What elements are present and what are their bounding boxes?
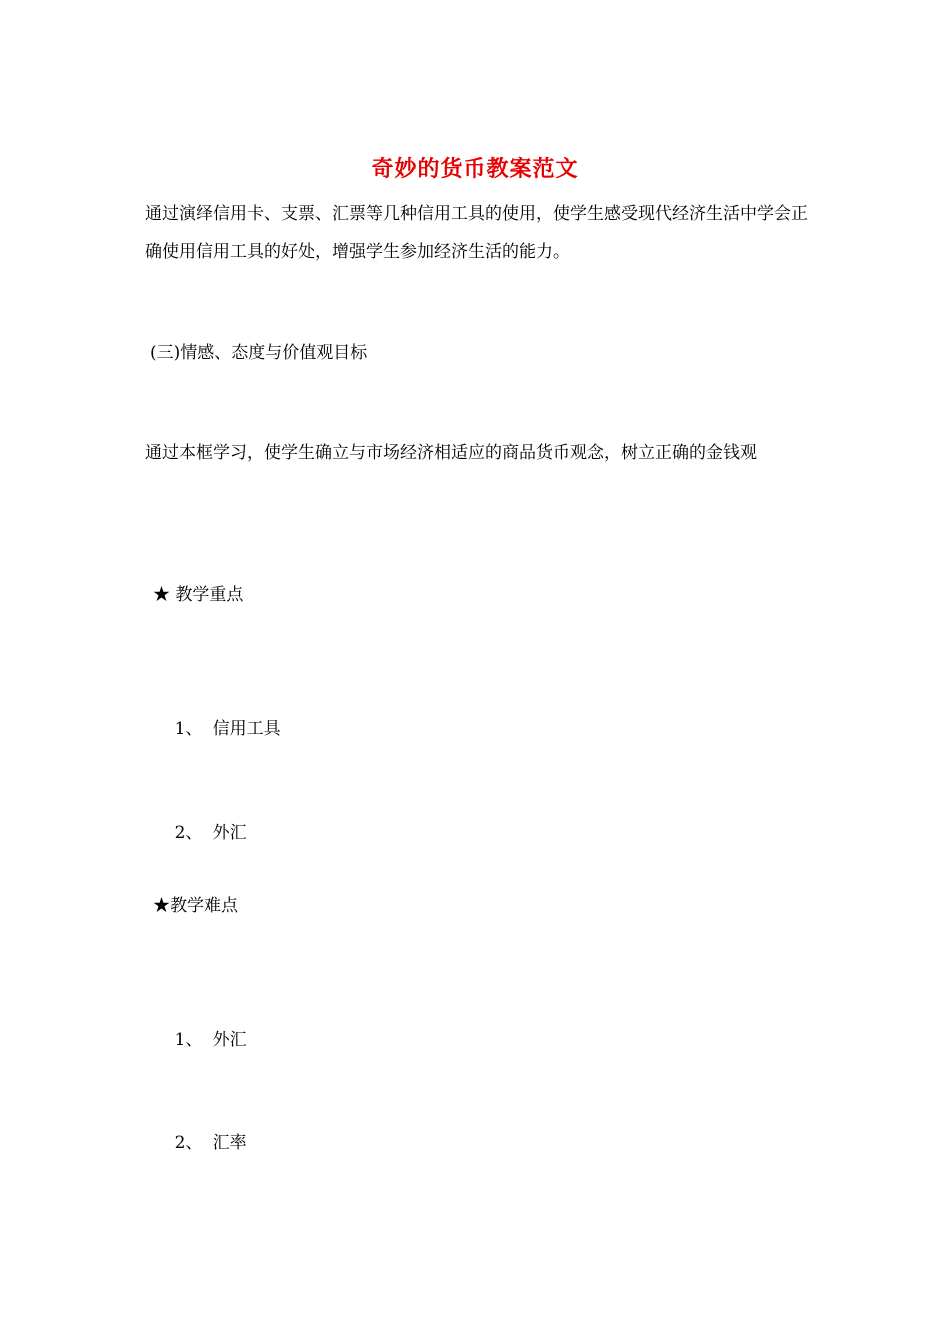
list-number: 1、 [174, 1030, 203, 1050]
list-number: 1、 [174, 719, 203, 739]
difficult-point-item [153, 1098, 247, 1188]
key-points-heading: ★ 教学重点 [153, 585, 244, 605]
section-heading: (三)情感、态度与价值观目标 [150, 343, 368, 363]
key-point-item [153, 684, 281, 774]
document-title: 奇妙的货币教案范文 [371, 156, 579, 182]
key-point-item [153, 788, 247, 878]
list-number: 2、 [174, 1133, 203, 1153]
list-item-text: 汇率 [212, 1133, 247, 1153]
difficult-point-item [153, 995, 247, 1085]
difficult-points-heading: ★教学难点 [153, 896, 238, 916]
list-item-text: 信用工具 [212, 719, 281, 739]
list-item-text: 外汇 [212, 1030, 247, 1050]
intro-paragraph: 通过演绎信用卡、支票、汇票等几种信用工具的使用，使学生感受现代经济生活中学会正确使用信用工具的好处，增强学生参加经济生活的能力。 [145, 204, 808, 262]
goal-paragraph: 通过本框学习，使学生确立与市场经济相适应的商品货币观念，树立正确的金钱观 [145, 443, 757, 463]
list-number: 2、 [174, 823, 203, 843]
list-item-text: 外汇 [212, 823, 247, 843]
